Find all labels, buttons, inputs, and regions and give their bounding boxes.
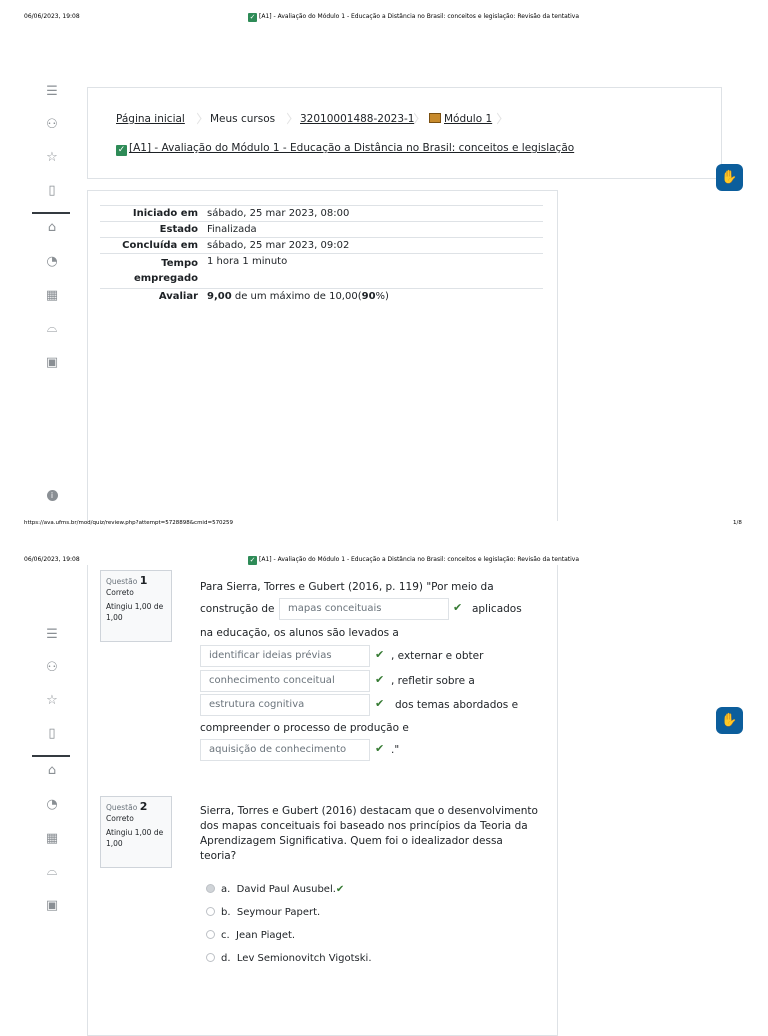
answer-dropdown[interactable]: estrutura cognitiva [200,694,370,716]
answer-dropdown[interactable]: aquisição de conhecimento [200,739,370,761]
accessibility-hand-icon: ✋ [721,713,738,728]
question-number: 1 [139,574,148,587]
question-1-info: Questão 1 Correto Atingiu 1,00 de 1,00 [100,570,172,642]
breadcrumb-course[interactable]: 32010001488-2023-1 [300,113,415,125]
accessibility-hand-icon: ✋ [721,170,738,185]
attempt-summary-table [100,205,543,304]
question-mark: Atingiu 1,00 de 1,00 [106,828,164,848]
grade-percent: 90 [361,291,376,302]
correct-check-icon: ✔ [375,673,385,686]
option-d[interactable]: d. Lev Semionovitch Vigotski. [206,953,372,964]
dashboard-icon[interactable]: ◔ [46,797,58,812]
pdf-timestamp: 06/06/2023, 19:08 [24,556,80,563]
breadcrumb [87,87,722,179]
question-text: , refletir sobre a [391,675,475,687]
pdf-title: ✓ [A1] - Avaliação do Módulo 1 - Educação a Distância no Brasil: conceitos e legislação: Revisão da tentativa [249,13,580,21]
question-mark: Atingiu 1,00 de 1,00 [106,602,164,622]
clipboard-icon[interactable]: ▣ [45,355,59,370]
accessibility-button[interactable] [716,164,743,191]
radio-button[interactable] [206,907,215,916]
table-row: Iniciado em sábado, 25 mar 2023, 08:00 [100,206,543,222]
question-text: na educação, os alunos são levados a [200,627,399,639]
home-icon[interactable]: ⌂ [47,763,57,778]
question-text: Para Sierra, Torres e Gubert (2016, p. 119) "Por meio da [200,581,494,593]
list-icon[interactable]: ☰ [46,84,58,99]
option-a[interactable]: a. David Paul Ausubel.✔ [206,884,344,895]
star-icon[interactable]: ☆ [46,150,58,165]
question-text: , externar e obter [391,650,484,662]
star-icon[interactable]: ☆ [46,693,58,708]
checkbox-icon: ✓ [117,145,126,155]
grade-value: 9,00 [207,291,232,302]
correct-check-icon: ✔ [375,742,385,755]
calendar-icon[interactable]: ▦ [45,831,59,846]
home-icon[interactable]: ⌂ [47,220,57,235]
sidebar-divider [32,212,70,214]
answer-dropdown[interactable]: conhecimento conceitual [200,670,370,692]
breadcrumb-separator [411,113,417,127]
clipboard-icon[interactable]: ▣ [45,898,59,913]
calendar-icon[interactable]: ▦ [45,288,59,303]
pdf-url: https://ava.ufms.br/mod/quiz/review.php?attempt=5728898&cmid=570259 [24,520,234,526]
checkbox-icon: ✓ [249,13,256,21]
user-group-icon[interactable]: ⚇ [46,660,58,675]
table-row: Concluída em sábado, 25 mar 2023, 09:02 [100,238,543,254]
question-text: compreender o processo de produção e [200,722,409,734]
correct-check-icon: ✔ [375,648,385,661]
correct-check-icon: ✔ [453,601,463,614]
question-text: construção de [200,603,275,615]
question-text: aplicados [472,603,522,615]
answer-dropdown[interactable]: identificar ideias prévias [200,645,370,667]
table-row: Tempo empregado 1 hora 1 minuto [100,254,543,289]
book-icon[interactable]: ▯ [48,726,56,741]
dashboard-icon[interactable]: ◔ [46,254,58,269]
module-icon [429,113,441,123]
breadcrumb-module[interactable]: Módulo 1 [429,113,492,125]
question-text: teoria? [200,850,237,862]
answer-dropdown[interactable]: mapas conceituais [279,598,449,620]
question-text: Aprendizagem Significativa. Quem foi o idealizador dessa [200,835,503,847]
question-text: Sierra, Torres e Gubert (2016) destacam que o desenvolvimento [200,805,538,817]
info-icon[interactable]: i [44,487,60,503]
accessibility-button[interactable] [716,707,743,734]
question-text: dos temas abordados e [395,699,519,711]
breadcrumb-courses[interactable]: Meus cursos [210,113,276,125]
breadcrumb-separator [284,113,290,127]
radio-button[interactable] [206,930,215,939]
question-number: 2 [139,800,148,813]
question-text: dos mapas conceituais foi baseado nos princípios da Teoria da [200,820,528,832]
question-status: Correto [106,588,134,597]
sidebar-divider [32,755,70,757]
radio-button[interactable] [206,953,215,962]
list-icon[interactable]: ☰ [46,627,58,642]
checkbox-icon: ✓ [249,556,256,564]
book-icon[interactable]: ▯ [48,183,56,198]
table-row: Estado Finalizada [100,222,543,238]
radio-button[interactable] [206,884,215,893]
question-text: ." [391,744,400,756]
breadcrumb-separator [194,113,200,127]
correct-check-icon: ✔ [335,884,345,895]
graduation-cap-icon[interactable]: ⌓ [46,864,58,879]
question-status: Correto [106,814,134,823]
option-c[interactable]: c. Jean Piaget. [206,930,295,941]
graduation-cap-icon[interactable]: ⌓ [46,321,58,336]
breadcrumb-home[interactable]: Página inicial [116,113,185,125]
breadcrumb-quiz[interactable]: ✓ [A1] - Avaliação do Módulo 1 - Educação a Distância no Brasil: conceitos e legislação [117,142,575,155]
pdf-title: ✓ [A1] - Avaliação do Módulo 1 - Educação a Distância no Brasil: conceitos e legislação: Revisão da tentativa [249,556,580,564]
table-row: Avaliar 9,00 de um máximo de 10,00(90%) [100,289,543,305]
pdf-page-number: 1/8 [733,520,742,526]
breadcrumb-separator [494,113,500,127]
question-2-info: Questão 2 Correto Atingiu 1,00 de 1,00 [100,796,172,868]
user-group-icon[interactable]: ⚇ [46,117,58,132]
option-b[interactable]: b. Seymour Papert. [206,907,320,918]
correct-check-icon: ✔ [375,697,385,710]
pdf-timestamp: 06/06/2023, 19:08 [24,13,80,20]
